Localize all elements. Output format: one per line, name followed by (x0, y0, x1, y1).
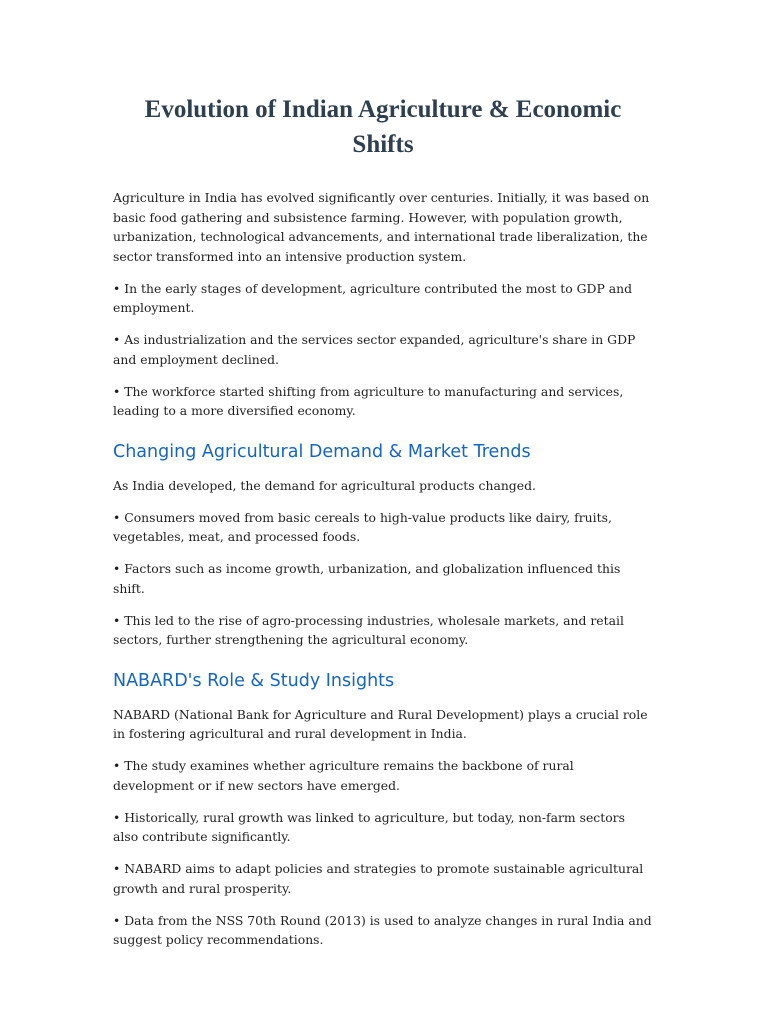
section-bullet: • The study examines whether agriculture remains the backbone of rural development or if new sectors have emerged. (113, 758, 574, 793)
document-title: Evolution of Indian Agriculture & Economic Shifts (144, 96, 622, 158)
section-bullet: • Historically, rural growth was linked to agriculture, but today, non-farm sectors also contribute significantly. (113, 809, 625, 844)
intro-paragraph: Agriculture in India has evolved significantly over centuries. Initially, it was based on basic food gathering and subsistence farming. However, with population growth, urbanization, technological advancements, and international trade liberalization, the sector transformed into an intensive production system. (113, 190, 650, 264)
intro-bullet: • The workforce started shifting from agriculture to manufacturing and services, leading to a more diversified economy. (113, 383, 624, 418)
section-bullet: • NABARD aims to adapt policies and strategies to promote sustainable agricultural growth and rural prosperity. (113, 861, 644, 896)
intro-bullet: • In the early stages of development, agriculture contributed the most to GDP and employment. (113, 280, 633, 315)
intro-bullet: • As industrialization and the services sector expanded, agriculture's share in GDP and employment declined. (113, 332, 636, 367)
section-intro: As India developed, the demand for agricultural products changed. (113, 477, 536, 493)
section-heading-demand-trends: Changing Agricultural Demand & Market Trends (113, 441, 531, 462)
section-bullet: • Data from the NSS 70th Round (2013) is used to analyze changes in rural India and suggest policy recommendations. (113, 912, 652, 947)
section-intro: NABARD (National Bank for Agriculture and Rural Development) plays a crucial role in fostering agricultural and rural development in India. (113, 706, 648, 741)
section-heading-nabard: NABARD's Role & Study Insights (113, 670, 395, 691)
section-bullet: • Consumers moved from basic cereals to high-value products like dairy, fruits, vegetables, meat, and processed foods. (113, 509, 612, 544)
section-bullet: • Factors such as income growth, urbanization, and globalization influenced this shift. (113, 561, 621, 596)
document-page (113, 92, 653, 962)
section-bullet: • This led to the rise of agro-processing industries, wholesale markets, and retail sectors, further strengthening the agricultural economy. (113, 612, 624, 647)
